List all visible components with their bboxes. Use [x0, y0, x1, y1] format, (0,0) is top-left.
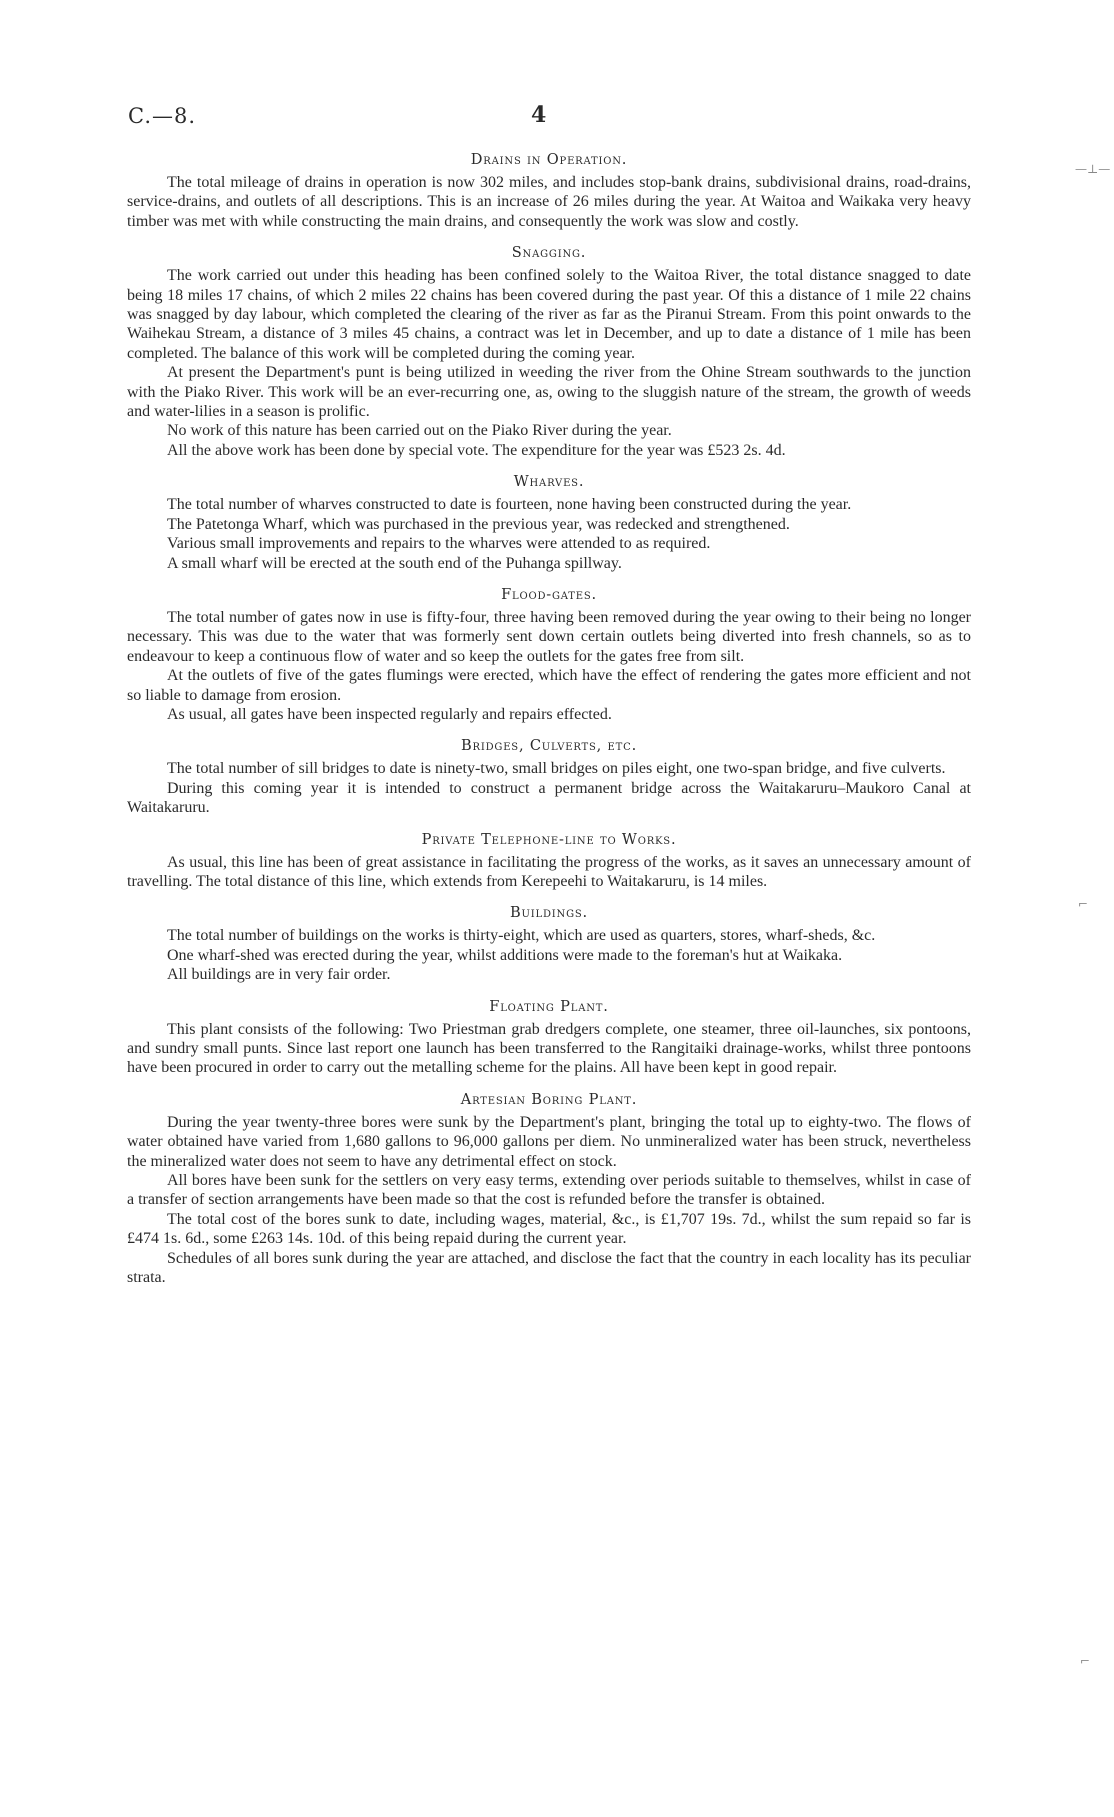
- paragraph: The total number of buildings on the works is thirty-eight, which are used as quarters, stores, wharf-sheds, &c.: [167, 927, 876, 945]
- paragraph: The total number of gates now in use is fifty-four, three having been removed during the year owing to their being no longer necessary. This was due to the water that was formerly sent down certain outlets being diverted into fresh channels, so as to endeavour to keep a continuous flow of water and so keep the outlets for the gates free from silt.: [127, 608, 971, 665]
- paragraph: As usual, this line has been of great assistance in facilitating the progress of the works, as it saves an unnecessary amount of travelling. The total distance of this line, which extends from Kerepeehi to Waitakaruru, is 14 miles.: [127, 853, 971, 890]
- paragraph: During this coming year it is intended to construct a permanent bridge across the Waitakaruru–Maukoro Canal at Waitakaruru.: [127, 779, 971, 817]
- paragraph: All buildings are in very fair order.: [167, 966, 391, 984]
- paragraph: No work of this nature has been carried out on the Piako River during the year.: [167, 422, 672, 440]
- section-heading: Wharves.: [513, 473, 585, 491]
- section-heading: Drains in Operation.: [470, 151, 628, 168]
- page-number: 4: [531, 102, 547, 128]
- paragraph: As usual, all gates have been inspected regularly and repairs effected.: [167, 705, 612, 723]
- section-bridges: [127, 736, 971, 817]
- page-reference: C.—8.: [128, 104, 197, 128]
- section-drains: [127, 150, 971, 231]
- paragraph: All the above work has been done by special vote. The expenditure for the year was £523 2s. 4d.: [167, 441, 786, 459]
- section-buildings: [127, 903, 971, 984]
- section-telephone: [127, 830, 971, 892]
- section-flood-gates: [127, 585, 971, 724]
- paragraph: All bores have been sunk for the settlers on very easy terms, extending over periods suitable to themselves, whilst in case of a transfer of section arrangements have been made so that the cost is refunded before the transfer is obtained.: [127, 1172, 971, 1209]
- section-heading: Artesian Boring Plant.: [460, 1090, 638, 1108]
- paragraph: The total mileage of drains in operation is now 302 miles, and includes stop-bank drains, subdivisional drains, road-drains, service-drains, and outlets of all descriptions. This is an increase of 26 miles during the year. At Waitoa and Waikaka very heavy timber was met with while constructing the main drains, and consequently the work was slow and costly.: [127, 174, 971, 230]
- document-body: [127, 150, 971, 1299]
- paragraph: The total number of sill bridges to date is ninety-two, small bridges on piles eight, one two-span bridge, and five culverts.: [167, 760, 946, 778]
- scan-mark: —⊥—: [1075, 162, 1111, 176]
- section-heading: Buildings.: [510, 904, 588, 922]
- section-artesian-boring: [127, 1090, 971, 1288]
- paragraph: The work carried out under this heading has been confined solely to the Waitoa River, the total distance snagged to date being 18 miles 17 chains, of which 2 miles 22 chains has been covered during the past year. Of this a distance of 1 mile 22 chains was snagged by day labour, which completed the clearing of the river as far as the Piranui Stream. From this point onwards to the Waihekau Stream, a distance of 3 miles 45 chains, a contract was let in December, and up to date a distance of 1 mile has been completed. The balance of this work will be completed during the coming year.: [127, 267, 971, 362]
- scan-mark: ⌐: [1078, 897, 1089, 911]
- paragraph: The total cost of the bores sunk to date, including wages, material, &c., is £1,707 19s. 7d., whilst the sum repaid so far is £474 1s. 6d., some £263 14s. 10d. of this being repaid during the current year.: [127, 1210, 971, 1248]
- section-heading: Flood-gates.: [501, 585, 597, 603]
- paragraph: This plant consists of the following: Two Priestman grab dredgers complete, one steamer, three oil-launches, six pontoons, and sundry small punts. Since last report one launch has been transferred to the Rangitaiki drainage-works, whilst three pontoons have been procured in order to carry out the metalling scheme for the plains. All have been kept in good repair.: [127, 1020, 971, 1077]
- section-heading: Snagging.: [511, 244, 587, 262]
- scan-mark: ⌐: [1080, 1654, 1091, 1668]
- section-snagging: [127, 243, 971, 460]
- paragraph: The total number of wharves constructed to date is fourteen, none having been constructed during the year.: [167, 496, 852, 514]
- section-heading: Private Telephone-line to Works.: [421, 830, 677, 848]
- paragraph: One wharf-shed was erected during the year, whilst additions were made to the foreman's hut at Waikaka.: [167, 946, 843, 964]
- paragraph: The Patetonga Wharf, which was purchased in the previous year, was redecked and strengthened.: [167, 515, 790, 533]
- paragraph: At the outlets of five of the gates flumings were erected, which have the effect of rendering the gates more efficient and not so liable to damage from erosion.: [127, 667, 971, 704]
- section-heading: Bridges, Culverts, etc.: [460, 737, 638, 755]
- section-wharves: [127, 472, 971, 573]
- paragraph: During the year twenty-three bores were sunk by the Department's plant, bringing the total up to eighty-two. The flows of water obtained have varied from 1,680 gallons to 96,000 gallons per diem. No unmineralized water has been struck, nevertheless the mineralized water does not seem to have any detrimental effect on stock.: [127, 1113, 971, 1170]
- paragraph: A small wharf will be erected at the south end of the Puhanga spillway.: [167, 554, 622, 572]
- section-floating-plant: [127, 997, 971, 1078]
- paragraph: Schedules of all bores sunk during the year are attached, and disclose the fact that the country in each locality has its peculiar strata.: [127, 1249, 971, 1287]
- section-heading: Floating Plant.: [489, 997, 609, 1015]
- paragraph: Various small improvements and repairs to the wharves were attended to as required.: [167, 535, 711, 553]
- paragraph: At present the Department's punt is being utilized in weeding the river from the Ohine Stream southwards to the junction with the Piako River. This work will be an ever-recurring one, as, owing to the sluggish nature of the stream, the growth of weeds and water-lilies in a season is prolific.: [127, 364, 971, 421]
